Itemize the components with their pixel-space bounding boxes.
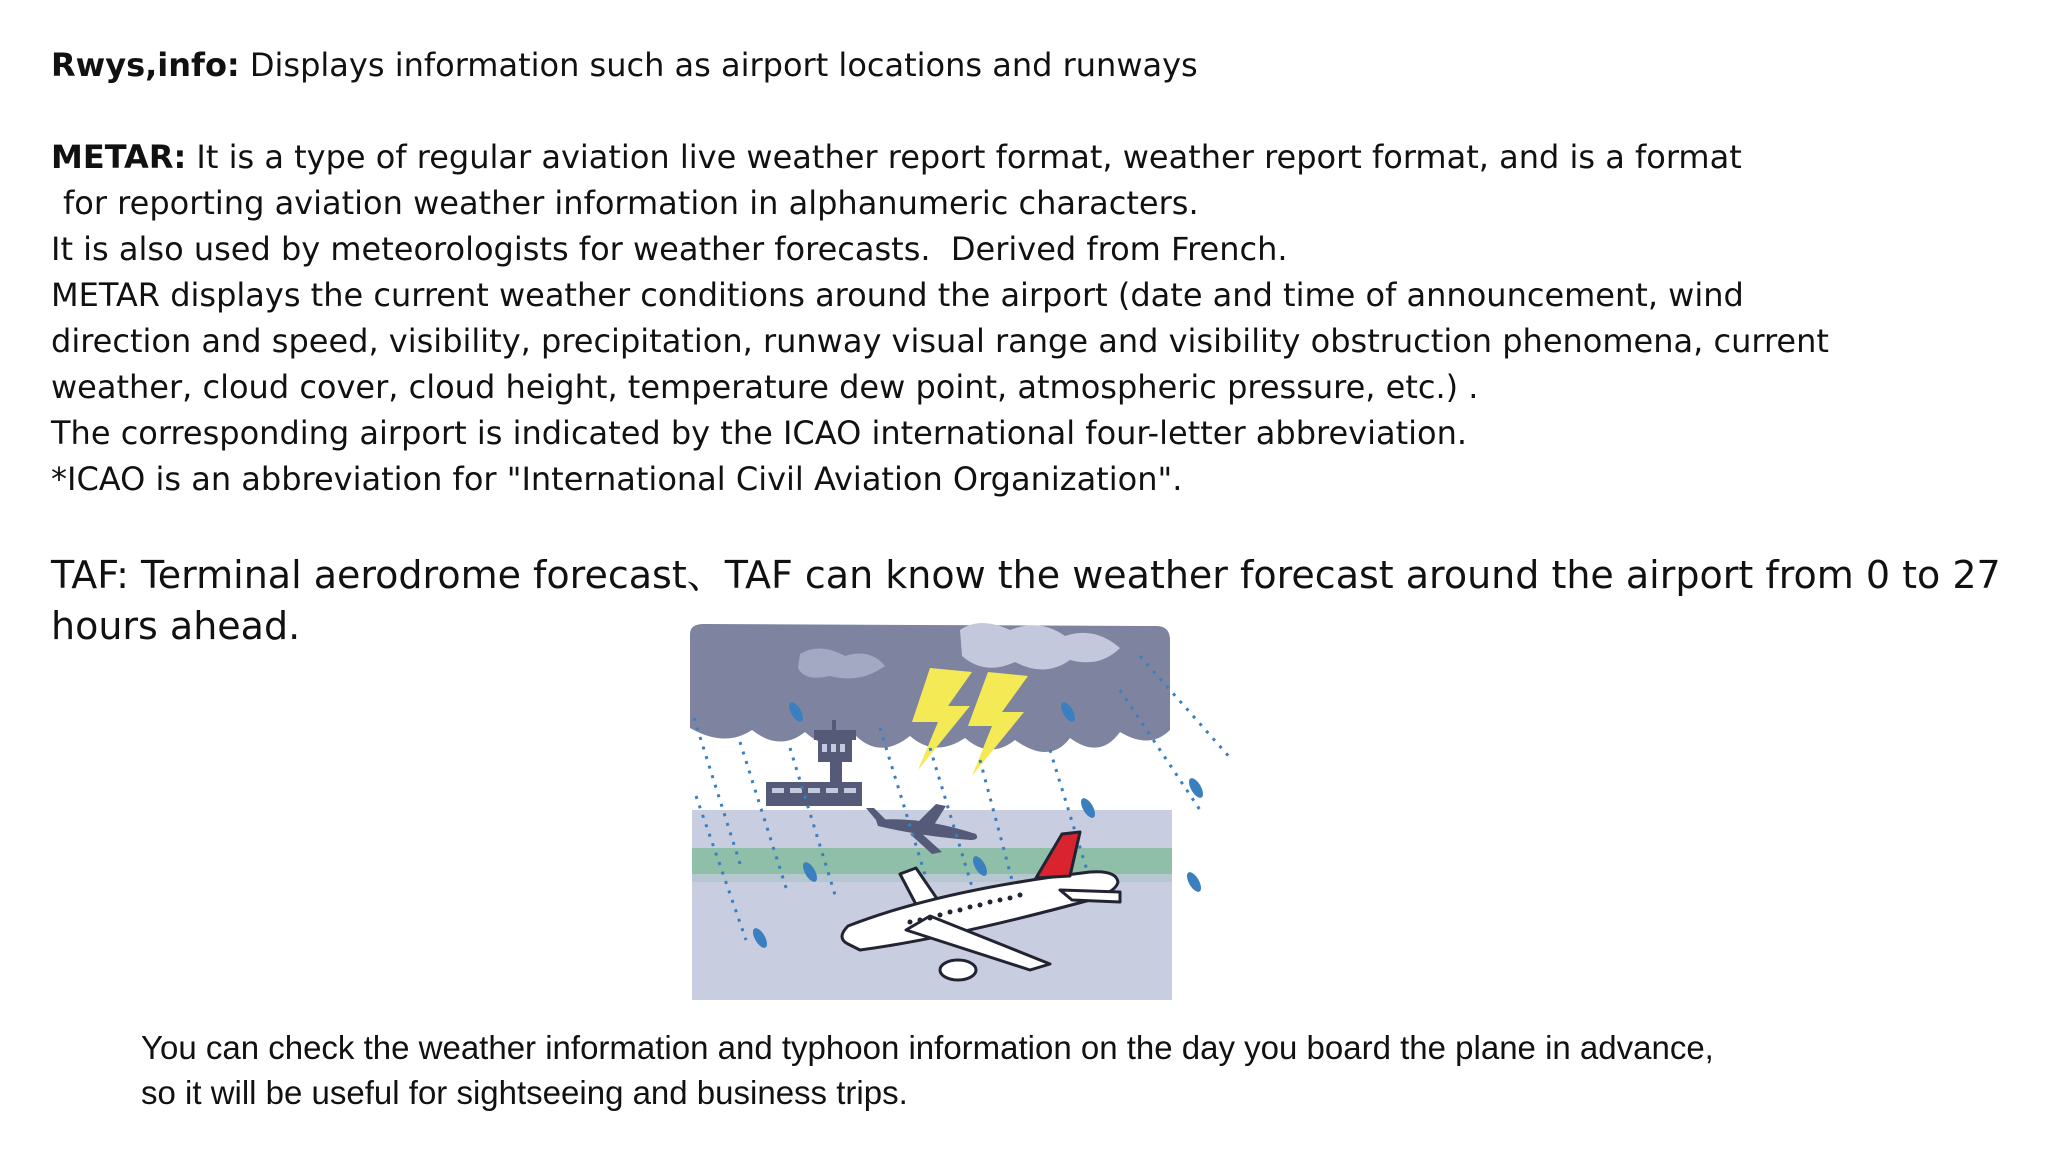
metar-line-4: METAR displays the current weather conditions around the airport (date and time of announcement, wind: [51, 276, 1744, 314]
rwys-info-term: Rwys,info:: [51, 46, 240, 84]
metar-line-1: [51, 134, 1951, 180]
metar-line-7: The corresponding airport is indicated by the ICAO international four-letter abbreviation.: [51, 414, 1468, 452]
metar-line-2: for reporting aviation weather information in alphanumeric characters.: [63, 184, 1199, 222]
metar-line-3: It is also used by meteorologists for weather forecasts. Derived from French.: [51, 230, 1288, 268]
note-line-1: You can check the weather information and typhoon information on the day you board the plane in advance,: [141, 1029, 1714, 1066]
metar-line-1-text: It is a type of regular aviation live weather report format, weather report format, and is a format: [186, 138, 1742, 176]
metar-line-6: weather, cloud cover, cloud height, temperature dew point, atmospheric pressure, etc.) .: [51, 368, 1479, 406]
metar-line-8: *ICAO is an abbreviation for "International Civil Aviation Organization".: [51, 460, 1183, 498]
stormy-airport-illustration: [680, 620, 1240, 1000]
rwys-info-text: Displays information such as airport locations and runways: [239, 46, 1198, 84]
rwys-info-paragraph: [51, 42, 1198, 88]
metar-line-5: direction and speed, visibility, precipitation, runway visual range and visibility obstruction phenomena, current: [51, 322, 1829, 360]
taf-line-2: hours ahead.: [51, 604, 301, 648]
metar-paragraph: [51, 134, 1951, 502]
metar-term: METAR:: [51, 138, 187, 176]
note-line-2: so it will be useful for sightseeing and business trips.: [141, 1074, 908, 1111]
taf-line-1: TAF: Terminal aerodrome forecast、TAF can know the weather forecast around the airport from 0 to 27: [51, 553, 2001, 597]
note-paragraph: [141, 1025, 1714, 1115]
